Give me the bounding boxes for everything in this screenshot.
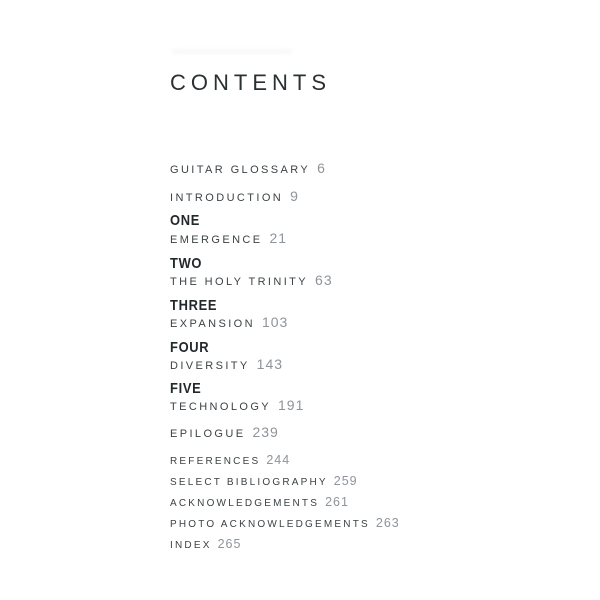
chapter-number-four bbox=[170, 340, 216, 356]
toc-entry-index bbox=[170, 536, 241, 552]
page-title: CONTENTS bbox=[170, 69, 331, 95]
toc-entry-acknowledgements bbox=[170, 494, 349, 510]
toc-entry-page-number: 6 bbox=[317, 160, 326, 176]
chapter-number-label: FIVE bbox=[170, 380, 202, 397]
toc-entry-label: REFERENCES bbox=[170, 456, 261, 467]
toc-entry-page-number: 21 bbox=[269, 230, 288, 246]
chapter-number-label: ONE bbox=[170, 212, 201, 229]
toc-entry-label: ACKNOWLEDGEMENTS bbox=[170, 498, 320, 509]
toc-entry-page-number: 259 bbox=[333, 474, 358, 488]
toc-entry-epilogue bbox=[170, 425, 279, 441]
chapter-number-one bbox=[170, 213, 205, 229]
toc-entry-page-number: 9 bbox=[290, 188, 299, 204]
toc-entry-page-number: 263 bbox=[375, 516, 400, 530]
toc-entry-label: INTRODUCTION bbox=[170, 192, 284, 204]
toc-entry-page-number: 143 bbox=[256, 356, 284, 372]
toc-entry-page-number: 191 bbox=[278, 397, 305, 413]
toc-entry-label: DIVERSITY bbox=[170, 360, 250, 372]
toc-entry-label: EMERGENCE bbox=[170, 234, 263, 246]
toc-entry-page-number: 103 bbox=[261, 314, 289, 330]
toc-entry-label: THE HOLY TRINITY bbox=[170, 276, 309, 288]
toc-entry-label: GUITAR GLOSSARY bbox=[170, 164, 311, 176]
toc-entry-page-number: 244 bbox=[266, 453, 291, 467]
toc-entry-label: SELECT BIBLIOGRAPHY bbox=[170, 477, 328, 488]
toc-entry-label: EXPANSION bbox=[170, 318, 255, 330]
toc-entry-expansion bbox=[170, 315, 288, 331]
toc-entry-introduction bbox=[170, 189, 299, 205]
chapter-number-three bbox=[170, 298, 225, 314]
toc-entry-label: TECHNOLOGY bbox=[170, 401, 272, 413]
toc-entry-label: INDEX bbox=[170, 540, 212, 551]
toc-entry-page-number: 239 bbox=[252, 424, 279, 440]
chapter-number-two bbox=[170, 256, 207, 272]
toc-entry-page-number: 63 bbox=[315, 272, 333, 288]
chapter-number-label: FOUR bbox=[170, 339, 210, 356]
toc-entry-references bbox=[170, 452, 290, 468]
toc-entry-diversity bbox=[170, 357, 283, 373]
chapter-number-label: TWO bbox=[170, 255, 203, 272]
toc-entry-label: EPILOGUE bbox=[170, 428, 246, 440]
toc-entry-select-bibliography bbox=[170, 473, 358, 489]
toc-entry-emergence bbox=[170, 231, 287, 247]
toc-entry-page-number: 265 bbox=[217, 537, 242, 551]
chapter-number-label: THREE bbox=[170, 297, 218, 314]
toc-entry-photo-acknowledgements bbox=[170, 515, 400, 531]
toc-entry-label: PHOTO ACKNOWLEDGEMENTS bbox=[170, 519, 370, 530]
print-bleed-ghost bbox=[172, 49, 292, 54]
toc-entry-the-holy-trinity bbox=[170, 273, 333, 289]
toc-entry-guitar-glossary bbox=[170, 161, 326, 177]
toc-entry-page-number: 261 bbox=[325, 495, 349, 509]
chapter-number-five bbox=[170, 381, 207, 397]
toc-entry-technology bbox=[170, 398, 304, 414]
